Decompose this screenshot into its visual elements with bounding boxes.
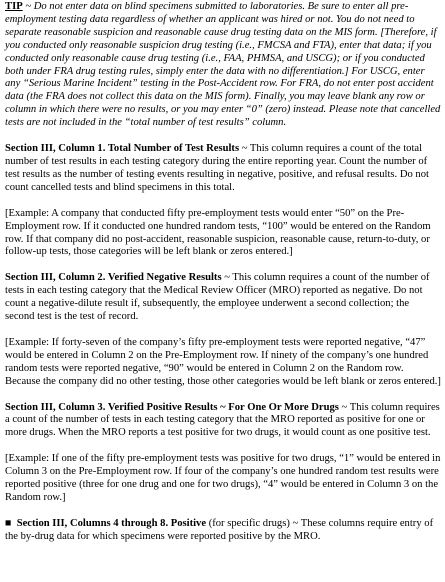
section-col2-paragraph [5, 272, 441, 324]
section-col1-heading: Section III, Column 1. Total Number of Test Results [5, 143, 240, 155]
tip-label: TIP [5, 1, 23, 12]
section-col4to8-text: (for specific drugs) ~ These columns require entry of the by-drug data for which specimens were reported positive by the MRO. [5, 517, 434, 542]
section-col4to8-paragraph [5, 518, 441, 544]
section-col1-text: ~ This column requires a count of the total number of test results in each testing category during the entire reporting year. Count the number of test results as the number of testing events resulting in negative, positive, and refusal results. Do not count cancelled tests and blind specimens in this total. [5, 143, 429, 193]
section-col1-example: [Example: A company that conducted fifty pre-employment tests would enter “50” on the Pre-Employment row. If it conducted one hundred random tests, “100” would be entered on the Random row. If that company did no post-accident, reasonable suspicion, reasonable cause, return-to-duty, or follow-up tests, those categories will be left blank or zeros entered.] [5, 207, 431, 258]
square-bullet-icon: ■ [5, 517, 12, 529]
section-col2-heading: Section III, Column 2. Verified Negative Results [5, 272, 222, 284]
section-col3-paragraph [5, 402, 441, 441]
section-col2-text: ~ This column requires a count of the number of tests in each testing category that the Medical Review Officer (MRO) reported as negative. Do not count a negative-dilute result if, subsequently, the employee underwent a second collection; the second test is the test of record. [5, 272, 430, 323]
tip-text: ~ Do not enter data on blind specimens submitted to laboratories. Be sure to enter all pre-employment testing data regardless of whether an applicant was hired or not. You do not need to separate reasonable suspicion and reasonable cause drug testing data on the MIS form. [Therefore, if you conducted only reasonable suspicion drug testing (i.e., FMCSA and FTA), enter that data; if you conducted only reasonable cause drug testing (i.e., FAA, PHMSA, and USCG); or if you conducted both under FRA drug testing rules, simply enter the data with no differentiation.] For USCG, enter any “Serious Marine Incident” testing in the Post-Accident row. For FRA, do not enter post accident data (the FRA does not collect this data on the MIS form). Finally, you may leave blank any row or column in which there were no results, or you may enter “0” (zero) instead. Please note that cancelled tests are not included in the “total number of test results” column. [5, 1, 441, 129]
section-col3-example: [Example: If one of the fifty pre-employment tests was positive for two drugs, “1” would be entered in Column 3 on the Pre-Employment row. If four of the company’s one hundred random test results were reported positive (three for one drug and one for two drugs), “4” would be entered in Column 3 on the Random row.] [5, 453, 441, 503]
tip-paragraph [5, 1, 441, 130]
document-page [5, 1, 441, 544]
section-col2-example: [Example: If forty-seven of the company’s fifty pre-employment tests were reported negative, “47” would be entered in Column 2 on the Pre-Employment row. If ninety of the company’s one hundred random tests were reported negative, “90” would be entered in Column 2 on the Random row. Because the company did no other testing, those other categories would be left blank or zeros entered.] [5, 336, 441, 387]
section-col3-text: ~ This column requires a count of the number of tests in each testing category that the MRO reported as positive for one or more drugs. When the MRO reports a test positive for two drugs, it would count as one positive test. [5, 401, 440, 439]
section-col1-paragraph [5, 143, 441, 195]
section-col4to8-heading: Section III, Columns 4 through 8. Positive [16, 517, 207, 529]
section-col3-heading: Section III, Column 3. Verified Positive Results ~ For One Or More Drugs [5, 401, 339, 413]
